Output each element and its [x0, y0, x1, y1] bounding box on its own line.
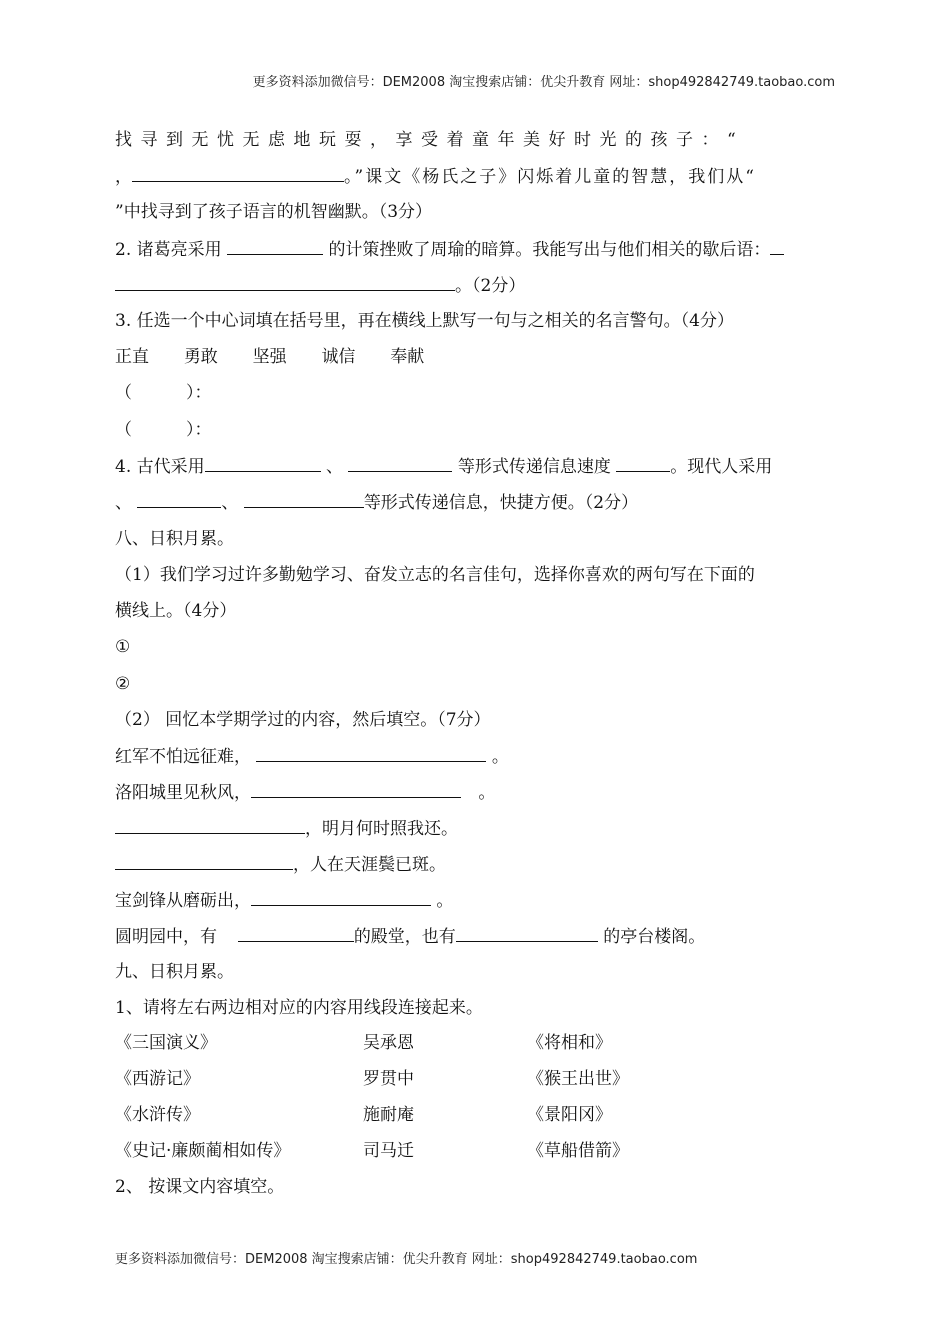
text-line: ”中找寻到了孩子语言的机智幽默。（3分） [115, 202, 433, 222]
answer-blank[interactable] [251, 889, 431, 906]
word-option: 正直 [115, 347, 149, 367]
text: 。 [491, 747, 509, 767]
text: 、 [221, 493, 239, 513]
answer-blank[interactable] [616, 455, 670, 472]
text: ， [115, 167, 132, 187]
word-option: 诚信 [321, 347, 356, 367]
question-3: 3. 任选一个中心词填在括号里，再在横线上默写一句与之相关的名言警句。（4分） [115, 311, 734, 331]
question-2 [115, 238, 784, 261]
paren-line[interactable]: （ ）： [115, 383, 212, 403]
text: 等形式传递信息速度 [457, 457, 611, 477]
text-line: 1、请将左右两边相对应的内容用线段连接起来。 [115, 998, 483, 1018]
match-right[interactable]: 《景阳冈》 [527, 1105, 612, 1125]
answer-blank[interactable] [137, 491, 221, 508]
answer-blank[interactable] [115, 274, 455, 291]
match-mid[interactable]: 司马迁 [363, 1141, 414, 1161]
word-option: 坚强 [252, 347, 287, 367]
text: 、 [326, 457, 344, 477]
paren-line[interactable]: （ ）： [115, 420, 212, 440]
text-line: 找寻到无忧无虑地玩耍，享受着童年美好时光的孩子：“ [115, 130, 745, 150]
question-2-cont [115, 274, 525, 297]
page-header: 更多资料添加微信号：DEM2008 淘宝搜索店铺：优尖升教育 网址：shop492842749.taobao.com [252, 75, 835, 90]
word-choices [115, 346, 424, 368]
answer-blank[interactable] [256, 745, 486, 762]
match-right[interactable]: 《草船借箭》 [527, 1141, 629, 1161]
text: 2. 诸葛亮采用 [115, 240, 222, 260]
answer-blank[interactable] [770, 238, 784, 255]
text-line: （1）我们学习过许多勤勉学习、奋发立志的名言佳句，选择你喜欢的两句写在下面的 [115, 565, 755, 585]
text: 。”课文《杨氏之子》闪烁着儿童的智慧，我们从“ [344, 167, 756, 187]
text-line: （2） 回忆本学期学过的内容，然后填空。（7分） [115, 710, 491, 730]
text: ，人在天涯鬓已斑。 [293, 855, 446, 875]
answer-blank[interactable] [115, 853, 293, 870]
question-4 [115, 455, 772, 478]
answer-blank[interactable] [244, 491, 364, 508]
text: 宝剑锋从磨砺出， [115, 891, 251, 911]
fill-line [115, 781, 495, 804]
match-left[interactable]: 《西游记》 [115, 1069, 200, 1089]
match-mid[interactable]: 施耐庵 [363, 1105, 414, 1125]
question-4-cont [115, 491, 638, 514]
fill-line [115, 925, 705, 948]
text: 的亭台楼阁。 [603, 927, 706, 947]
text-line [115, 165, 756, 188]
answer-blank[interactable] [456, 925, 598, 942]
fill-line [115, 889, 453, 912]
text: 等形式传递信息，快捷方便。（2分） [363, 493, 639, 513]
answer-blank[interactable] [115, 817, 305, 834]
word-option: 勇敢 [183, 347, 218, 367]
match-mid[interactable]: 罗贯中 [363, 1069, 414, 1089]
text: 。 [436, 891, 454, 911]
page-footer: 更多资料添加微信号：DEM2008 淘宝搜索店铺：优尖升教育 网址：shop492842749.taobao.com [115, 1252, 698, 1267]
match-left[interactable]: 《水浒传》 [115, 1105, 200, 1125]
answer-blank[interactable] [205, 455, 321, 472]
match-right[interactable]: 《猴王出世》 [527, 1069, 629, 1089]
match-left[interactable]: 《三国演义》 [115, 1033, 217, 1053]
text: 的殿堂，也有 [353, 927, 456, 947]
fill-line [115, 745, 509, 768]
text: 。（2分） [455, 276, 526, 296]
text: 4. 古代采用 [115, 457, 205, 477]
text-line: 横线上。（4分） [115, 601, 237, 621]
answer-blank[interactable] [348, 455, 452, 472]
match-left[interactable]: 《史记·廉颇蔺相如传》 [115, 1141, 291, 1161]
text: 。现代人采用 [670, 457, 773, 477]
fill-line [115, 817, 458, 840]
answer-blank[interactable] [251, 781, 461, 798]
answer-blank[interactable] [227, 238, 323, 255]
text: ，明月何时照我还。 [305, 819, 458, 839]
match-mid[interactable]: 吴承恩 [363, 1033, 414, 1053]
circled-2[interactable]: ② [115, 674, 131, 694]
fill-line [115, 853, 446, 876]
section-8-title: 八、日积月累。 [115, 529, 234, 549]
answer-blank[interactable] [132, 165, 344, 182]
text: 的计策挫败了周瑜的暗算。我能写出与他们相关的歇后语： [328, 240, 771, 260]
text: 。 [478, 783, 496, 803]
answer-blank[interactable] [238, 925, 354, 942]
text: 圆明园中，有 [115, 927, 217, 947]
word-option: 奉献 [390, 347, 425, 367]
match-right[interactable]: 《将相和》 [527, 1033, 612, 1053]
text: 、 [115, 493, 132, 513]
text: 洛阳城里见秋风， [115, 783, 251, 803]
circled-1[interactable]: ① [115, 637, 131, 657]
text: 红军不怕远征难， [115, 747, 251, 767]
text-line: 2、 按课文内容填空。 [115, 1177, 285, 1197]
section-9-title: 九、日积月累。 [115, 962, 234, 982]
